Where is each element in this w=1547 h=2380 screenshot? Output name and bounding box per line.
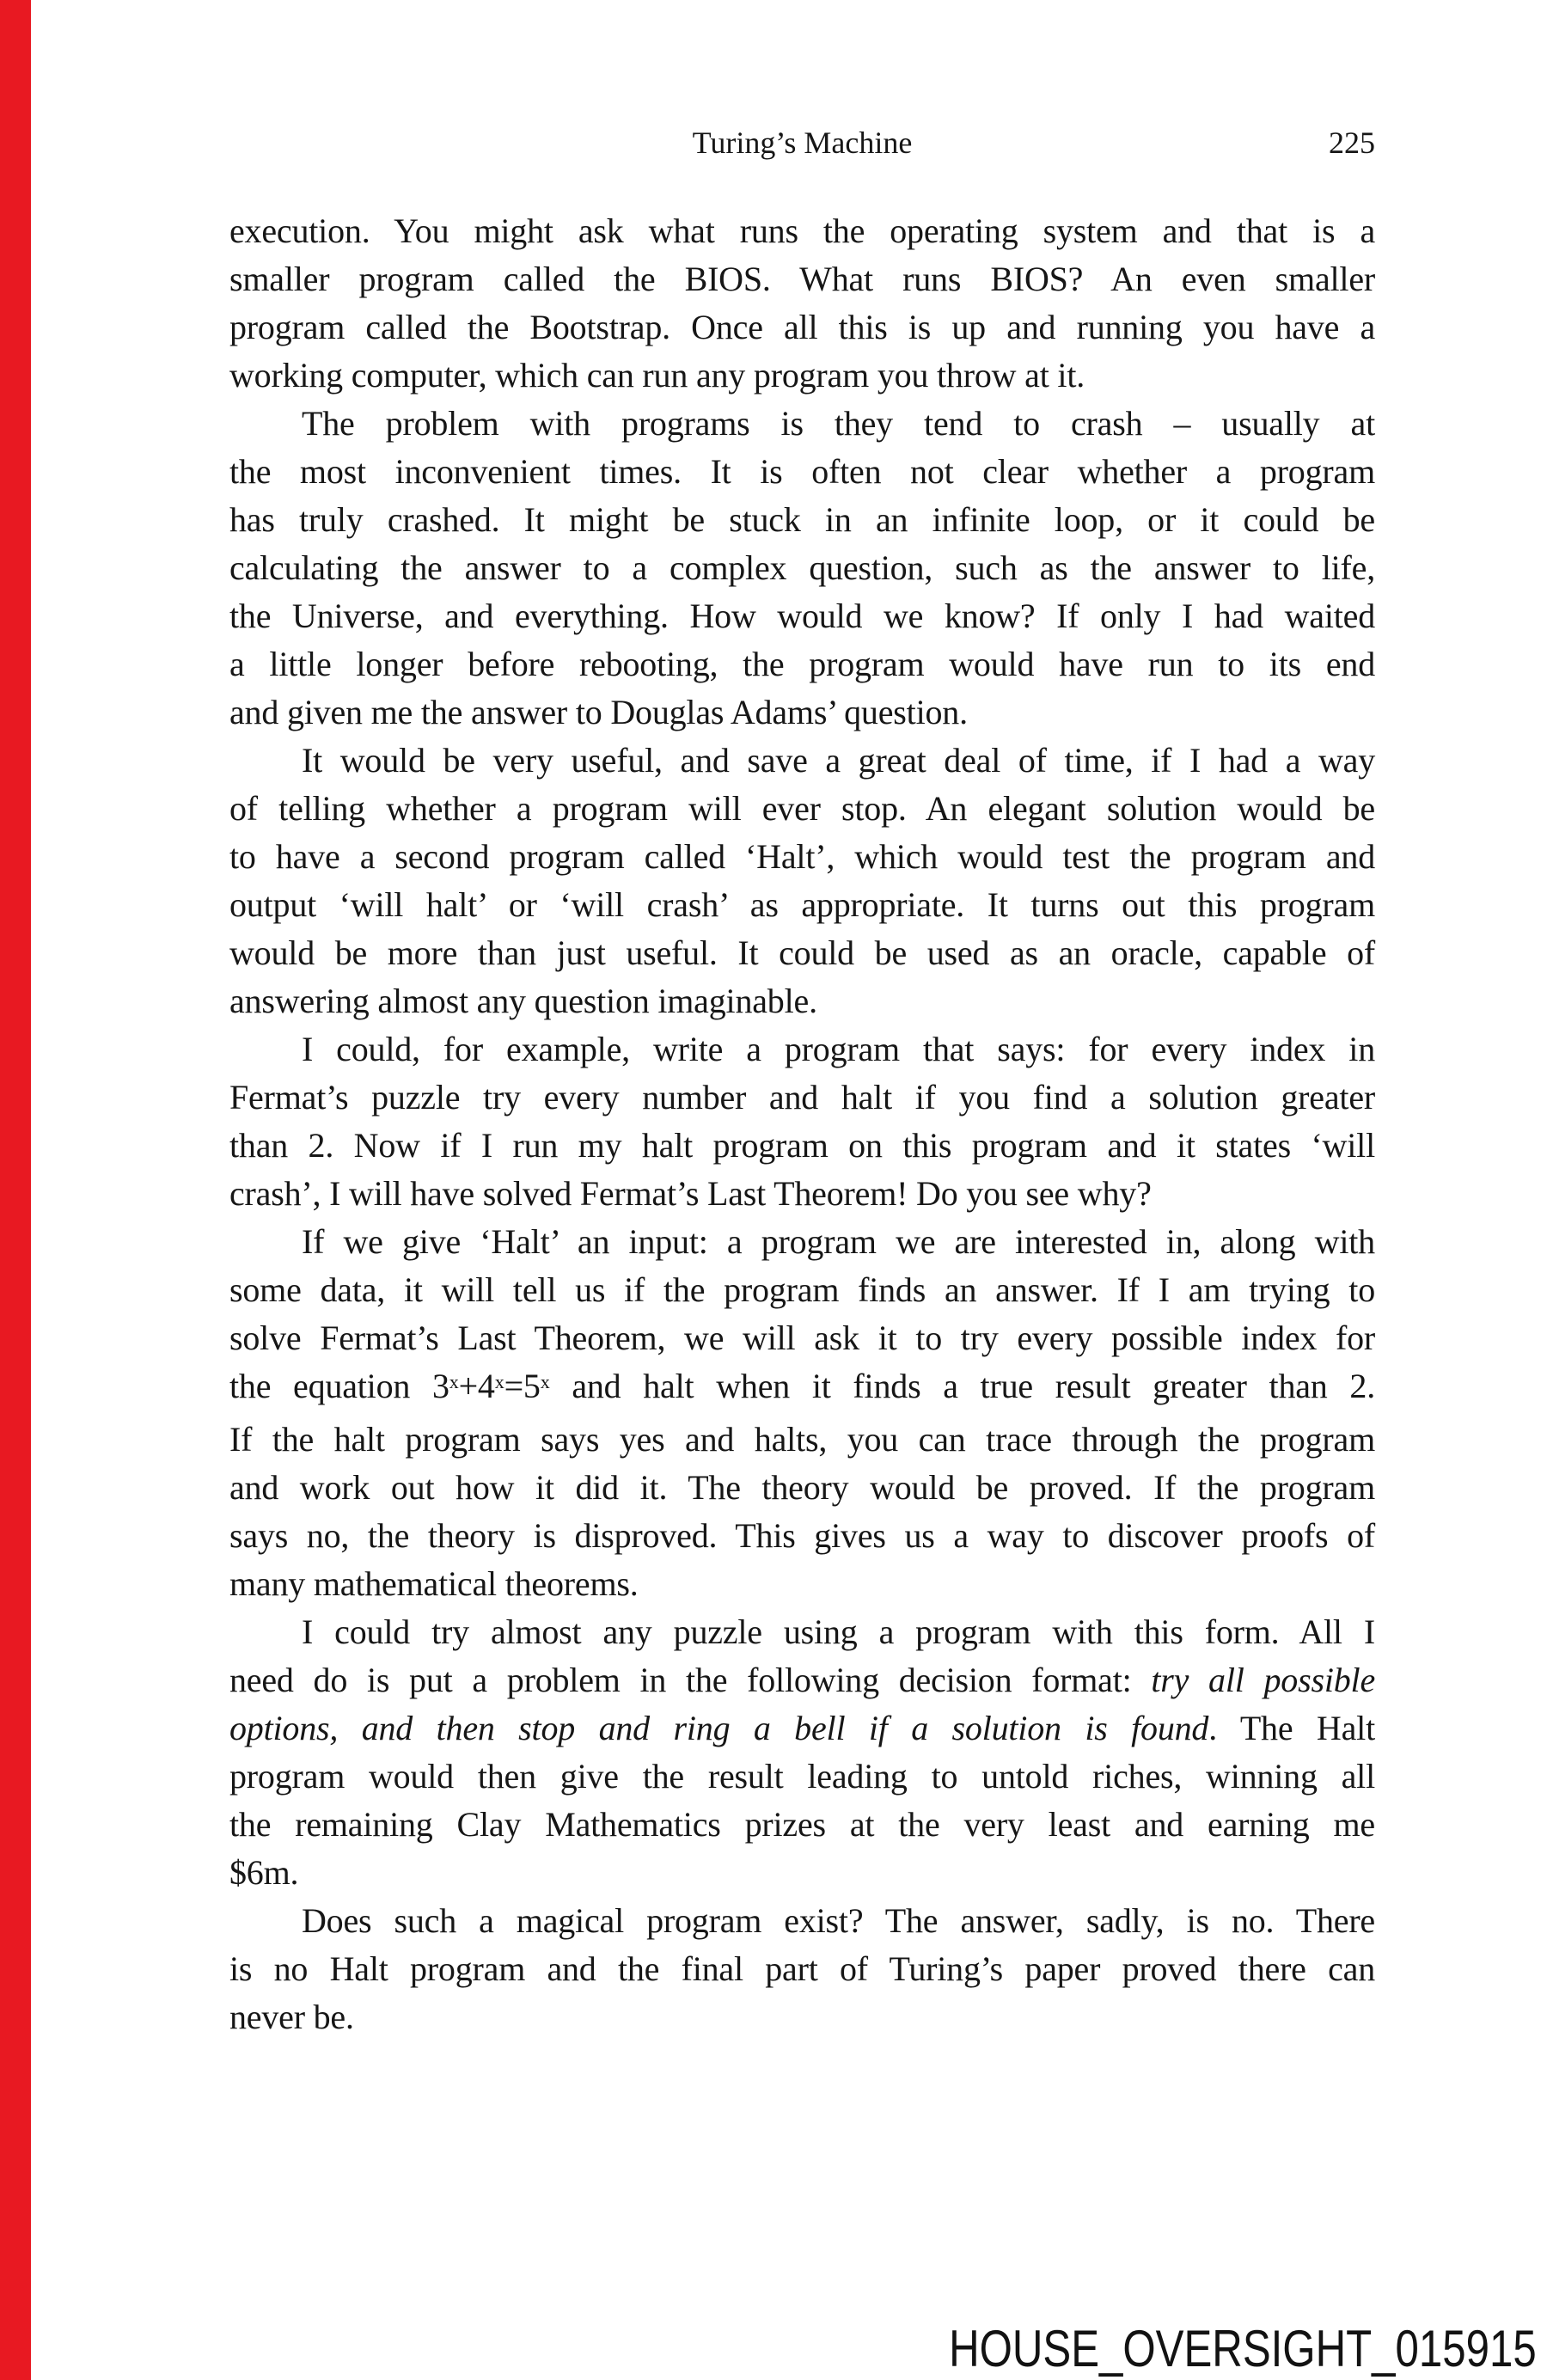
text-segment: options, and then stop and ring a bell if a solution is found: [229, 1709, 1209, 1747]
text-segment: many mathematical theorems.: [229, 1564, 639, 1603]
text-segment: and halt when it finds a true result greater than 2.: [549, 1367, 1375, 1405]
body-line: [229, 929, 1375, 977]
book-spine-edge: [0, 0, 31, 2380]
text-segment: would be more than just useful. It could be used as an oracle, capable of: [229, 933, 1375, 972]
body-line: [229, 1218, 1375, 1266]
body-line: [229, 1704, 1375, 1753]
paragraph-5: [229, 1218, 1375, 1608]
paragraph-2: [229, 400, 1375, 737]
text-segment: =5: [504, 1367, 541, 1405]
paragraph-6: [229, 1608, 1375, 1897]
body-line: [229, 1849, 1375, 1897]
text-segment: the most inconvenient times. It is often not clear whether a program: [229, 452, 1375, 491]
paragraph-7: [229, 1897, 1375, 2041]
paragraph-4: [229, 1025, 1375, 1218]
text-segment: solve Fermat’s Last Theorem, we will ask it to try every possible index for: [229, 1318, 1375, 1357]
body-line: [229, 255, 1375, 303]
text-segment: It would be very useful, and save a great deal of time, if I had a way: [302, 741, 1375, 780]
body-line: [229, 881, 1375, 929]
text-segment: program would then give the result leading to untold riches, winning all: [229, 1757, 1375, 1796]
body-line: [229, 1416, 1375, 1464]
paragraph-3: [229, 737, 1375, 1025]
text-segment: than 2. Now if I run my halt program on this program and it states ‘will: [229, 1126, 1375, 1165]
text-segment: If we give ‘Halt’ an input: a program we are interested in, along with: [302, 1222, 1375, 1261]
body-line: [229, 1122, 1375, 1170]
text-segment: program called the Bootstrap. Once all this is up and running you have a: [229, 308, 1375, 346]
text-segment: calculating the answer to a complex question, such as the answer to life,: [229, 548, 1375, 587]
text-segment: to have a second program called ‘Halt’, which would test the program and: [229, 837, 1375, 876]
body-line: [229, 1512, 1375, 1560]
text-segment: execution. You might ask what runs the operating system and that is a: [229, 211, 1375, 250]
body-line: [229, 1170, 1375, 1218]
text-segment: I could try almost any puzzle using a program with this form. All I: [302, 1612, 1375, 1651]
text-segment: try all possible: [1151, 1661, 1375, 1699]
body-line: [229, 1656, 1375, 1704]
text-segment: Does such a magical program exist? The answer, sadly, is no. There: [302, 1901, 1375, 1940]
text-segment: of telling whether a program will ever stop. An elegant solution would be: [229, 789, 1375, 828]
body-line: [229, 1464, 1375, 1512]
text-segment: . The Halt: [1208, 1709, 1375, 1747]
body-line: [229, 833, 1375, 881]
body-line: [229, 640, 1375, 688]
body-line: [229, 496, 1375, 544]
body-line: [229, 303, 1375, 352]
text-segment: a little longer before rebooting, the program would have run to its end: [229, 645, 1375, 683]
body-line: [229, 448, 1375, 496]
text-segment: some data, it will tell us if the program finds an answer. If I am trying to: [229, 1270, 1375, 1309]
text-segment: smaller program called the BIOS. What runs BIOS? An even smaller: [229, 260, 1375, 298]
text-segment: need do is put a problem in the following decision format:: [229, 1661, 1152, 1699]
text-segment: +4: [458, 1367, 495, 1405]
text-segment: I could, for example, write a program that says: for every index in: [302, 1030, 1375, 1068]
body-line: [229, 1993, 1375, 2041]
body-line: [229, 785, 1375, 833]
body-line: [229, 1074, 1375, 1122]
chapter-title: Turing’s Machine: [692, 125, 913, 160]
text-segment: the remaining Clay Mathematics prizes at the very least and earning me: [229, 1805, 1375, 1844]
text-segment: crash’, I will have solved Fermat’s Last Theorem! Do you see why?: [229, 1174, 1152, 1213]
body-line: [229, 1897, 1375, 1945]
body-line: [229, 1266, 1375, 1314]
text-segment: says no, the theory is disproved. This gives us a way to discover proofs of: [229, 1516, 1375, 1555]
text-segment: The problem with programs is they tend to crash – usually at: [302, 404, 1375, 443]
page-number: 225: [1329, 125, 1375, 160]
body-line: [229, 592, 1375, 640]
text-segment: is no Halt program and the final part of Turing’s paper proved there can: [229, 1949, 1375, 1988]
text-segment: answering almost any question imaginable.: [229, 982, 817, 1020]
text-segment: and work out how it did it. The theory would be proved. If the program: [229, 1468, 1375, 1507]
body-line: [229, 544, 1375, 592]
body-line: [229, 1314, 1375, 1362]
text-segment: $6m.: [229, 1853, 299, 1892]
body-line: [229, 207, 1375, 255]
superscript-exponent: x: [494, 1371, 504, 1392]
text-segment: output ‘will halt’ or ‘will crash’ as appropriate. It turns out this program: [229, 885, 1375, 924]
superscript-exponent: x: [449, 1371, 459, 1392]
text-segment: working computer, which can run any program you throw at it.: [229, 356, 1085, 395]
running-head: [229, 119, 1375, 167]
body-line: [229, 737, 1375, 785]
text-segment: If the halt program says yes and halts, you can trace through the program: [229, 1420, 1375, 1459]
paragraph-1: [229, 207, 1375, 400]
text-segment: and given me the answer to Douglas Adams’ question.: [229, 693, 968, 731]
body-line: [229, 1560, 1375, 1608]
body-line: [229, 1025, 1375, 1074]
body-line: [229, 1608, 1375, 1656]
text-segment: Fermat’s puzzle try every number and halt if you find a solution greater: [229, 1078, 1375, 1117]
body-line: [229, 1801, 1375, 1849]
text-segment: never be.: [229, 1998, 354, 2036]
body-text: [229, 207, 1375, 2041]
body-line: [229, 352, 1375, 400]
body-line: [229, 688, 1375, 737]
body-line: [229, 1753, 1375, 1801]
text-segment: the equation 3: [229, 1367, 449, 1405]
body-line: [229, 400, 1375, 448]
text-segment: has truly crashed. It might be stuck in an infinite loop, or it could be: [229, 500, 1375, 539]
body-line: [229, 1362, 1375, 1416]
body-line: [229, 977, 1375, 1025]
text-segment: the Universe, and everything. How would we know? If only I had waited: [229, 597, 1375, 635]
body-line: [229, 1945, 1375, 1993]
bates-stamp: HOUSE_OVERSIGHT_015915: [949, 2320, 1537, 2377]
superscript-exponent: x: [540, 1371, 550, 1392]
